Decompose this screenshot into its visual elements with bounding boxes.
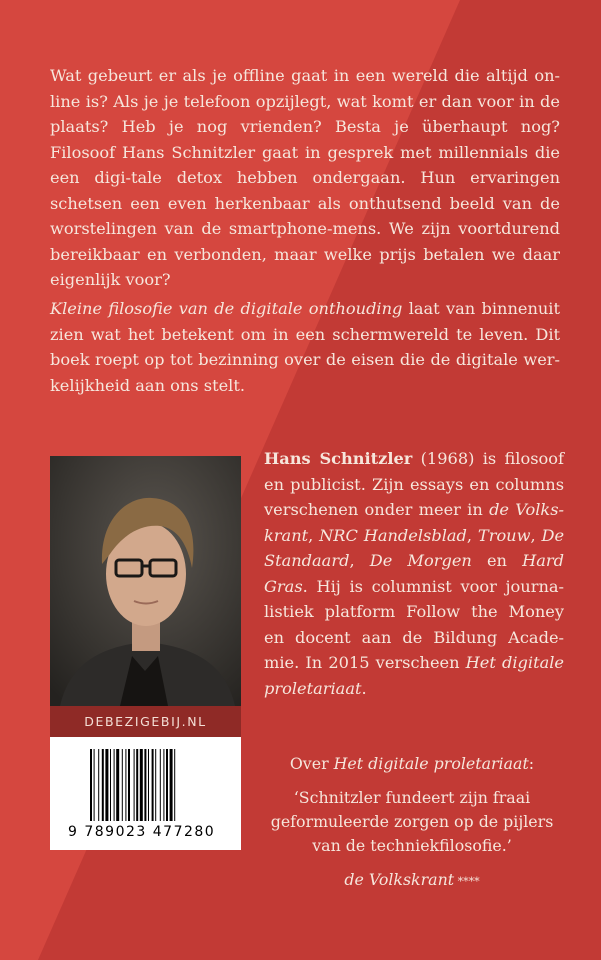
blurb-paragraph-2-text: laat van binnenuit zien wat het betekent om in een schermwereld te leven. Dit boek roept op tot bezinning over de eisen die de digitale wer-kelijkheid aan ons stelt. (50, 299, 560, 395)
barcode-bars (88, 749, 218, 821)
barcode (50, 737, 241, 850)
isbn-number: 9 789023 477280 (68, 824, 216, 840)
review-quote: ‘Schnitzler fundeert zijn fraai geformuleerde zorgen op de pijlers van de techniekfilosofie.’ (270, 788, 554, 855)
author-photo (50, 456, 241, 706)
review-block (262, 752, 562, 894)
blurb-paragraph-2 (50, 296, 560, 398)
rating-stars: **** (454, 875, 480, 888)
book-title: Kleine filosofie van de digitale onthouding (50, 299, 403, 318)
previous-book-title: Het digitale proletariaat (264, 653, 565, 698)
review-intro: Over Het digitale proletariaat: (289, 754, 535, 773)
author-name: Hans Schnitzler (264, 449, 413, 468)
publisher-website: DEBEZIGEBIJ.NL (50, 706, 241, 737)
blurb-paragraph-1: Wat gebeurt er als je offline gaat in een wereld die altijd on-line is? Als je je telefoon opzijlegt, wat komt er dan voor in de plaats? Heb je nog vrienden? Besta je überhaupt nog? Filosoof Hans Schnitzler gaat in gesprek met millennials die een digi-tale detox hebben ondergaan. Hun ervaringen schetsen een even herkenbaar als onthutsend beeld van de worstelingen van de smartphone-mens. We zijn voortdurend bereikbaar en verbonden, maar welke prijs betalen we daar eigenlijk voor? (50, 66, 560, 289)
author-bio: Hans Schnitzler (1968) is filosoof en publicist. Zijn essays en columns verschenen onder meer in de Volks-krant, NRC Handelsblad, Trouw, De Standaard, De Morgen en Hard Gras. Hij is columnist voor journa-listiek platform Follow the Money en docent aan de Bildung Acade-mie. In 2015 verscheen Het digitale proletariaat. (264, 449, 565, 698)
review-source: de Volkskrant **** (344, 870, 480, 889)
